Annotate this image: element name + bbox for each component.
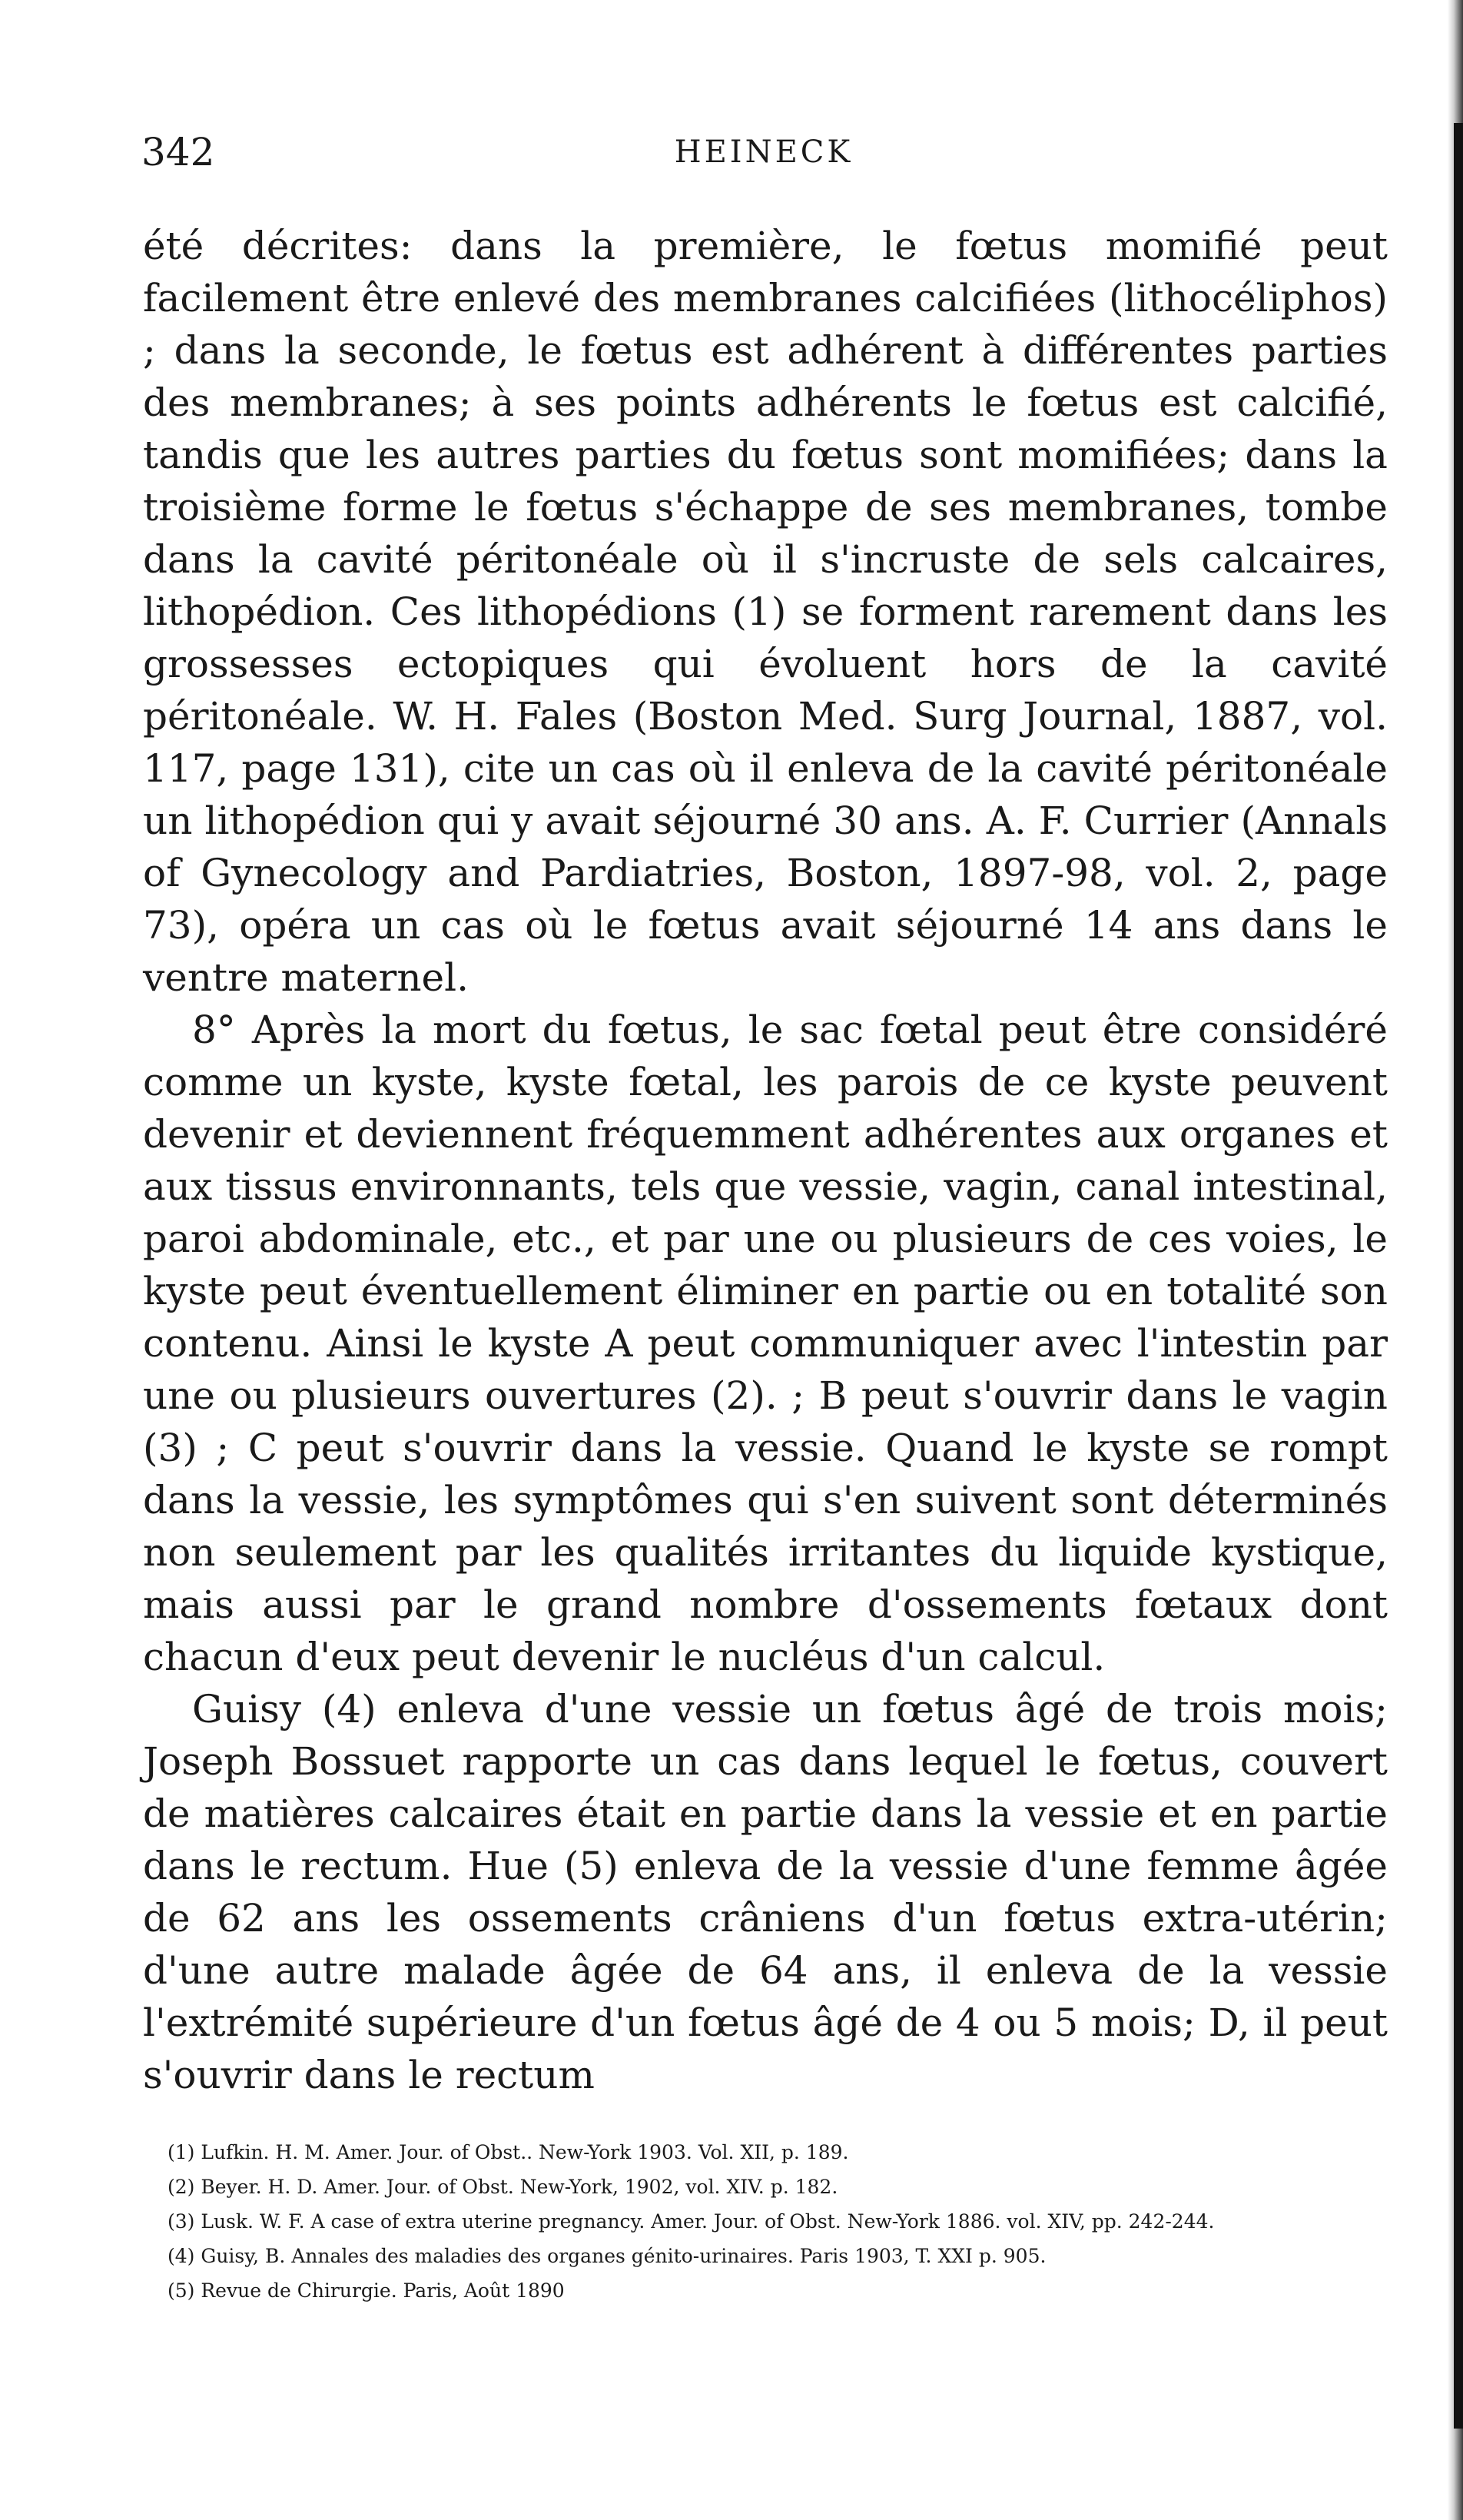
paragraph-1: été décrites: dans la première, le fœtus momifié peut facilement être enlevé des membranes calcifiées (lithocéliphos) ; dans la seconde, le fœtus est adhérent à différentes parties des membranes; à ses points adhérents le fœtus est calcifié, tandis que les autres parties du fœtus sont momifiées; dans la troisième forme le fœtus s'échappe de ses membranes, tombe dans la cavité péritonéale où il s'incruste de sels calcaires, lithopédion. Ces lithopédions (1) se forment rarement dans les grossesses ectopiques qui évoluent hors de la cavité péritonéale. W. H. Fales (Boston Med. Surg Journal, 1887, vol. 117, page 131), cite un cas où il enleva de la cavité péritonéale un lithopédion qui y avait séjourné 30 ans. A. F. Currier (Annals of Gynecology and Pardiatries, Boston, 1897-98, vol. 2, page 73), opéra un cas où le fœtus avait séjourné 14 ans dans le ventre maternel. — [143, 224, 1388, 1000]
paragraph-2: 8° Après la mort du fœtus, le sac fœtal peut être considéré comme un kyste, kyste fœtal, les parois de ce kyste peuvent devenir et deviennent fréquemment adhérentes aux organes et aux tissus environnants, tels que vessie, vagin, canal intestinal, paroi abdominale, etc., et par une ou plusieurs de ces voies, le kyste peut éventuellement éliminer en partie ou en totalité son contenu. Ainsi le kyste A peut communiquer avec l'intestin par une ou plusieurs ouvertures (2). ; B peut s'ouvrir dans le vagin (3) ; C peut s'ouvrir dans la vessie. Quand le kyste se rompt dans la vessie, les symptômes qui s'en suivent sont déterminés non seulement par les qualités irritantes du liquide kystique, mais aussi par le grand nombre d'ossements fœtaux dont chacun d'eux peut devenir le nucléus d'un calcul. — [143, 1008, 1388, 1679]
page-number: 342 — [141, 130, 215, 174]
footnotes — [143, 2135, 1388, 2308]
footnote-2: (2) Beyer. H. D. Amer. Jour. of Obst. New-York, 1902, vol. XIV. p. 182. — [168, 2176, 838, 2198]
page-binding-edge — [1454, 123, 1463, 2429]
page-header — [141, 129, 1386, 175]
footnote-4: (4) Guisy, B. Annales des maladies des organes génito-urinaires. Paris 1903, T. XXI p. 905. — [168, 2245, 1047, 2267]
footnote-1: (1) Lufkin. H. M. Amer. Jour. of Obst.. New-York 1903. Vol. XII, p. 189. — [168, 2141, 849, 2163]
running-head: HEINECK — [674, 134, 854, 170]
body-text — [143, 220, 1388, 2101]
footnote-5: (5) Revue de Chirurgie. Paris, Août 1890 — [168, 2279, 565, 2302]
footnote-3: (3) Lusk. W. F. A case of extra uterine pregnancy. Amer. Jour. of Obst. New-York 1886. vol. XIV, pp. 242-244. — [168, 2210, 1215, 2233]
paragraph-3: Guisy (4) enleva d'une vessie un fœtus âgé de trois mois; Joseph Bossuet rapporte un cas dans lequel le fœtus, couvert de matières calcaires était en partie dans la vessie et en partie dans le rectum. Hue (5) enleva de la vessie d'une femme âgée de 62 ans les ossements crâniens d'un fœtus extra-utérin; d'une autre malade âgée de 64 ans, il enleva de la vessie l'extrémité supérieure d'un fœtus âgé de 4 ou 5 mois; D, il peut s'ouvrir dans le rectum — [143, 1687, 1388, 2097]
